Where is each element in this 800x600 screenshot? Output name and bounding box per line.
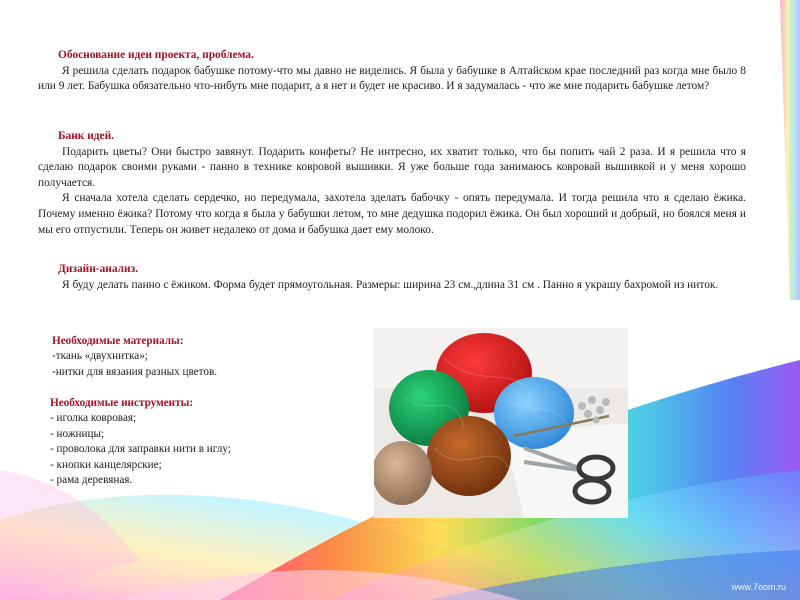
watermark: www.7oom.ru: [731, 582, 786, 592]
tools-heading: Необходимые инструменты:: [50, 397, 194, 409]
list-item: -нитки для вязания разных цветов.: [52, 365, 218, 378]
list-item: - рама деревяная.: [50, 474, 133, 487]
yarn-photo: [374, 328, 628, 518]
section-paragraph: Я решила сделать подарок бабушке потому-что мы давно не виделись. Я была у бабушке в Алтайском крае последний раз когда мне было 8 или 9 лет. Бабушка обязательно что-нибуть мне подарит, а я нет и будет не красиво. И я задумалась - что же мне подарить бабушке летом?: [38, 64, 746, 93]
section-heading: Дизайн-анализ.: [58, 263, 139, 275]
materials-list: [52, 334, 352, 380]
section-heading: Обоснование идеи проекта, проблема.: [58, 49, 254, 61]
section-paragraph: Я сначала хотела сделать сердечко, но передумала, захотела зделать бабочку - опять передумала. И тогда решила что я сделаю ёжика. Почему именно ёжика? Потому что когда я была у бабушки летом, то мне дедушка подорил ёжика. Он был хороший и добрый, но боялся меня и мы его отпустили. Теперь он живет недалеко от дома и бабушка дает ему молоко.: [38, 192, 746, 236]
tools-list: [50, 396, 350, 488]
section-paragraph: Подарить цветы? Они быстро завянут. Подарить конфеты? Не интресно, их хватит только, что бы попить чай 2 раза. И я решила что я сделаю подарок своими руками - панно в технике ковровой вышивки. Я уже больше года занимаюсь ковровай вышивкой и у меня хорошо получается.: [38, 145, 746, 189]
list-item: -ткань «двухнитка»;: [52, 350, 148, 363]
list-item: - ножницы;: [50, 427, 105, 440]
section-heading: Банк идей.: [58, 130, 114, 142]
list-item: - иголка ковровая;: [50, 412, 137, 425]
section-problem: [38, 48, 746, 95]
section-design: [38, 262, 746, 293]
list-item: - проволока для заправки нити в иглу;: [50, 443, 231, 456]
section-ideas: [38, 129, 746, 238]
section-paragraph: Я буду делать панно с ёжиком. Форма будет прямоугольная. Размеры: ширина 23 см.,длина 31 см . Панно я украшу бахромой из ниток.: [62, 278, 719, 291]
materials-heading: Необходимые материалы:: [52, 335, 184, 347]
list-item: - кнопки канцелярские;: [50, 458, 162, 471]
